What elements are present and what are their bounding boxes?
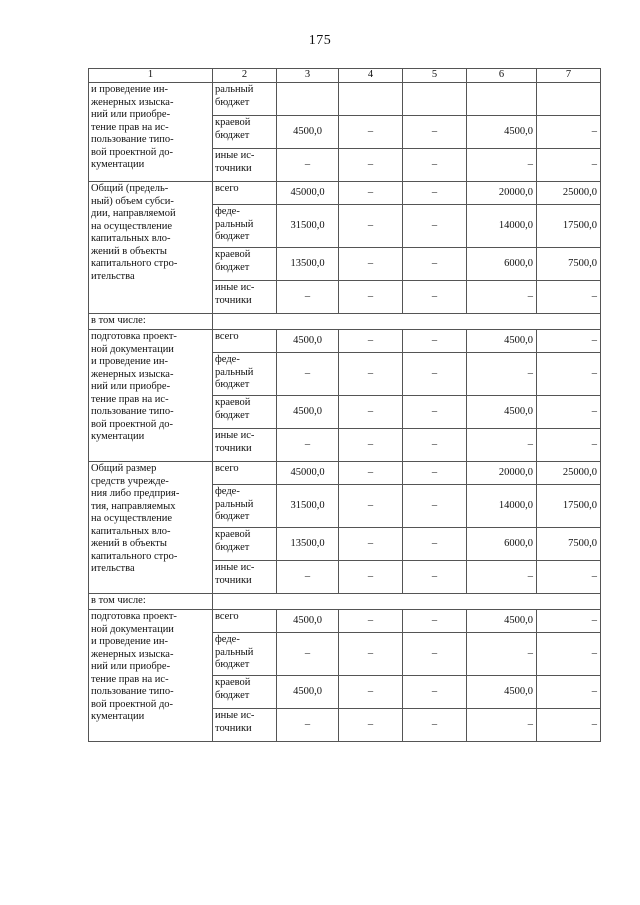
value-cell: – — [339, 528, 403, 561]
value-cell: 4500,0 — [467, 676, 537, 709]
subheader-cell: в том числе: — [89, 314, 213, 330]
funding-source: феде- ральный бюджет — [213, 633, 277, 676]
budget-table — [88, 68, 601, 742]
column-header: 1 — [89, 69, 213, 83]
funding-source: иные ис- точники — [213, 709, 277, 742]
funding-source: феде- ральный бюджет — [213, 485, 277, 528]
value-cell: – — [339, 330, 403, 353]
value-cell: – — [403, 396, 467, 429]
value-cell: – — [537, 353, 601, 396]
value-cell: – — [537, 676, 601, 709]
value-cell: – — [537, 633, 601, 676]
value-cell: 4500,0 — [277, 610, 339, 633]
value-cell — [403, 83, 467, 116]
value-cell: 4500,0 — [467, 116, 537, 149]
subheader-row — [89, 314, 601, 330]
value-cell: – — [339, 281, 403, 314]
value-cell: – — [403, 353, 467, 396]
value-cell: – — [277, 709, 339, 742]
funding-source: феде- ральный бюджет — [213, 353, 277, 396]
column-header: 2 — [213, 69, 277, 83]
funding-source: иные ис- точники — [213, 281, 277, 314]
value-cell — [339, 83, 403, 116]
value-cell: – — [403, 248, 467, 281]
value-cell: – — [339, 429, 403, 462]
value-cell: – — [277, 633, 339, 676]
value-cell: – — [339, 116, 403, 149]
indicator-name: и проведение ин- женерных изыска- ний или приобре- тение прав на ис- пользование типо- вой проектной до- кументации — [89, 83, 213, 182]
value-cell: – — [403, 561, 467, 594]
value-cell: 7500,0 — [537, 528, 601, 561]
value-cell: – — [277, 561, 339, 594]
value-cell: – — [403, 676, 467, 709]
value-cell: 31500,0 — [277, 205, 339, 248]
funding-source: иные ис- точники — [213, 561, 277, 594]
value-cell: 17500,0 — [537, 485, 601, 528]
value-cell: – — [277, 149, 339, 182]
value-cell: – — [339, 561, 403, 594]
value-cell: – — [339, 462, 403, 485]
funding-source: ральный бюджет — [213, 83, 277, 116]
value-cell: – — [403, 149, 467, 182]
table-body — [89, 69, 601, 742]
funding-source: краевой бюджет — [213, 396, 277, 429]
funding-source: феде- ральный бюджет — [213, 205, 277, 248]
value-cell: 4500,0 — [277, 396, 339, 429]
column-header: 7 — [537, 69, 601, 83]
value-cell: – — [339, 396, 403, 429]
value-cell: – — [467, 429, 537, 462]
funding-source: иные ис- точники — [213, 429, 277, 462]
value-cell: 31500,0 — [277, 485, 339, 528]
value-cell: – — [467, 561, 537, 594]
funding-source: краевой бюджет — [213, 528, 277, 561]
value-cell: – — [537, 396, 601, 429]
value-cell: – — [403, 485, 467, 528]
value-cell: – — [403, 462, 467, 485]
value-cell: 4500,0 — [277, 330, 339, 353]
table-header-row — [89, 69, 601, 83]
value-cell: – — [339, 182, 403, 205]
value-cell: – — [403, 528, 467, 561]
value-cell: – — [339, 485, 403, 528]
funding-source: краевой бюджет — [213, 676, 277, 709]
value-cell: 17500,0 — [537, 205, 601, 248]
value-cell: – — [403, 429, 467, 462]
value-cell: – — [277, 353, 339, 396]
value-cell: – — [537, 429, 601, 462]
value-cell: 20000,0 — [467, 182, 537, 205]
value-cell: 13500,0 — [277, 528, 339, 561]
value-cell: 13500,0 — [277, 248, 339, 281]
value-cell: – — [537, 281, 601, 314]
value-cell: – — [467, 353, 537, 396]
value-cell: 25000,0 — [537, 182, 601, 205]
value-cell: – — [339, 149, 403, 182]
subheader-cell: в том числе: — [89, 594, 213, 610]
value-cell: 6000,0 — [467, 248, 537, 281]
value-cell: 4500,0 — [467, 610, 537, 633]
value-cell: 14000,0 — [467, 485, 537, 528]
value-cell: – — [339, 676, 403, 709]
empty-cell — [213, 594, 601, 610]
value-cell: – — [537, 709, 601, 742]
value-cell: – — [537, 561, 601, 594]
indicator-name: Общий (предель- ный) объем субси- дии, направляемой на осуществление капитальных вло- жений в объекты капитального стро- ительства — [89, 182, 213, 314]
value-cell — [277, 83, 339, 116]
table-row — [89, 83, 601, 116]
value-cell: 25000,0 — [537, 462, 601, 485]
indicator-name: подготовка проект- ной документации и проведение ин- женерных изыска- ний или приобре- тение прав на ис- пользование типо- вой проектной до- кументации — [89, 610, 213, 742]
column-header: 6 — [467, 69, 537, 83]
value-cell: 4500,0 — [277, 116, 339, 149]
table-row — [89, 182, 601, 205]
value-cell: – — [339, 248, 403, 281]
value-cell: – — [339, 709, 403, 742]
value-cell: 45000,0 — [277, 182, 339, 205]
value-cell: – — [537, 330, 601, 353]
value-cell: – — [339, 633, 403, 676]
value-cell: – — [403, 330, 467, 353]
value-cell: 4500,0 — [467, 396, 537, 429]
value-cell: – — [537, 610, 601, 633]
value-cell — [537, 83, 601, 116]
value-cell: 14000,0 — [467, 205, 537, 248]
value-cell: – — [277, 281, 339, 314]
indicator-name: подготовка проект- ной документации и проведение ин- женерных изыска- ний или приобре- тение прав на ис- пользование типо- вой проектной до- кументации — [89, 330, 213, 462]
value-cell: 45000,0 — [277, 462, 339, 485]
funding-source: всего — [213, 182, 277, 205]
subheader-row — [89, 594, 601, 610]
empty-cell — [213, 314, 601, 330]
value-cell: 7500,0 — [537, 248, 601, 281]
page-number: 175 — [308, 33, 332, 48]
funding-source: всего — [213, 330, 277, 353]
value-cell: – — [403, 182, 467, 205]
indicator-name: Общий размер средств учрежде- ния либо предприя- тия, направляемых на осуществление капитальных вло- жений в объекты капитального стро- ительства — [89, 462, 213, 594]
value-cell — [467, 83, 537, 116]
value-cell: – — [403, 116, 467, 149]
value-cell: 20000,0 — [467, 462, 537, 485]
value-cell: – — [467, 709, 537, 742]
value-cell: – — [403, 205, 467, 248]
value-cell: – — [467, 149, 537, 182]
column-header: 5 — [403, 69, 467, 83]
value-cell: – — [403, 633, 467, 676]
value-cell: – — [403, 610, 467, 633]
value-cell: – — [403, 281, 467, 314]
funding-source: краевой бюджет — [213, 248, 277, 281]
funding-source: всего — [213, 610, 277, 633]
table-row — [89, 462, 601, 485]
table-row — [89, 610, 601, 633]
column-header: 3 — [277, 69, 339, 83]
value-cell: – — [339, 610, 403, 633]
funding-source: иные ис- точники — [213, 149, 277, 182]
value-cell: 4500,0 — [467, 330, 537, 353]
value-cell: – — [403, 709, 467, 742]
value-cell: – — [467, 633, 537, 676]
value-cell: – — [537, 149, 601, 182]
column-header: 4 — [339, 69, 403, 83]
value-cell: 6000,0 — [467, 528, 537, 561]
funding-source: всего — [213, 462, 277, 485]
value-cell: – — [277, 429, 339, 462]
value-cell: – — [339, 205, 403, 248]
value-cell: – — [339, 353, 403, 396]
value-cell: – — [467, 281, 537, 314]
table-row — [89, 330, 601, 353]
value-cell: 4500,0 — [277, 676, 339, 709]
funding-source: краевой бюджет — [213, 116, 277, 149]
value-cell: – — [537, 116, 601, 149]
